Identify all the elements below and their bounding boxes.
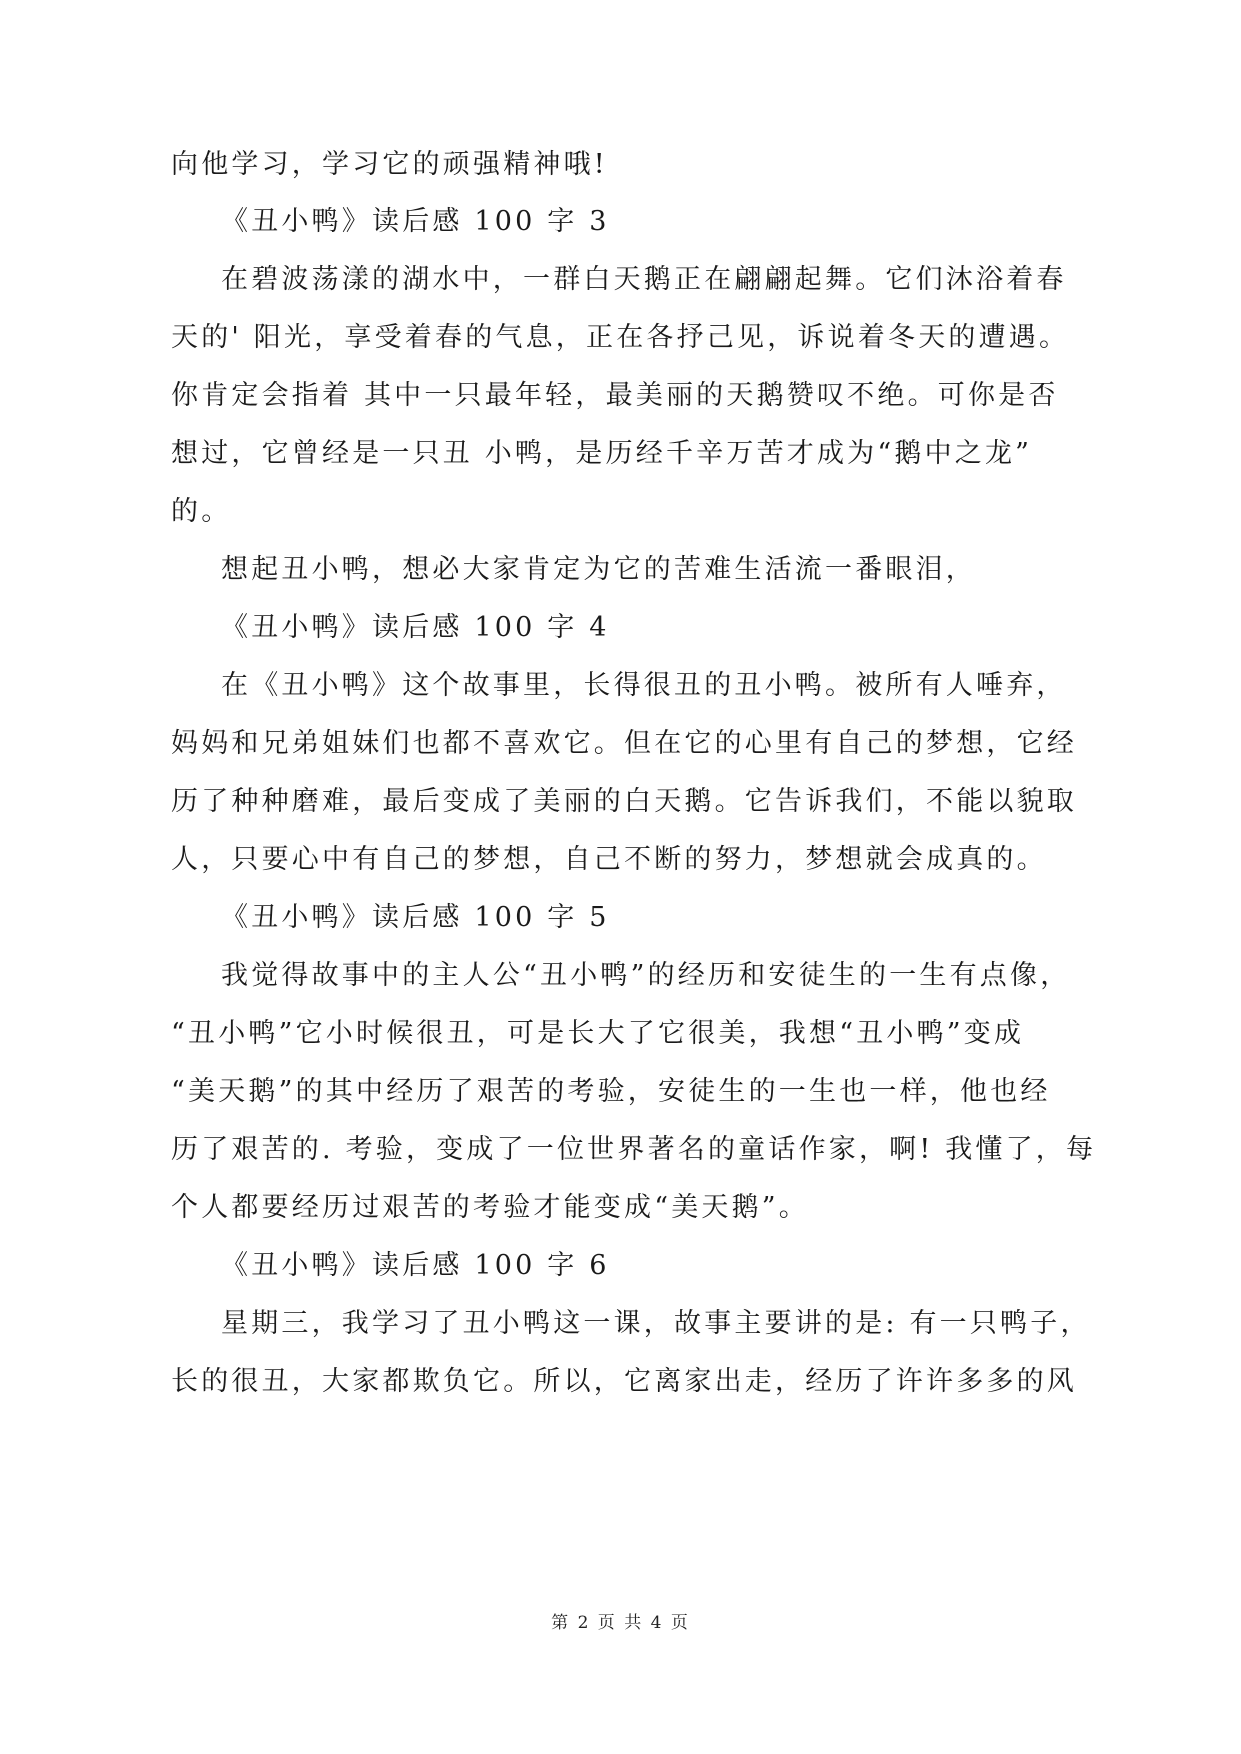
section-heading: 《丑小鸭》读后感 100 字 3: [221, 206, 610, 237]
section-heading: 《丑小鸭》读后感 100 字 4: [221, 612, 610, 643]
section-heading: 《丑小鸭》读后感 100 字 6: [221, 1250, 610, 1281]
text-line: 在《丑小鸭》这个故事里，长得很丑的丑小鸭。被所有人唾弃，: [221, 670, 1067, 701]
text-line: 长的很丑，大家都欺负它。所以，它离家出走，经历了许许多多的风: [171, 1366, 1077, 1397]
text-line: “美天鹅”的其中经历了艰苦的考验，安徒生的一生也一样，他也经: [171, 1076, 1051, 1107]
section-heading: 《丑小鸭》读后感 100 字 5: [221, 902, 610, 933]
text-line: 我觉得故事中的主人公“丑小鸭”的经历和安徒生的一生有点像，: [221, 960, 1071, 991]
text-line: 你肯定会指着 其中一只最年轻，最美丽的天鹅赞叹不绝。可你是否: [171, 380, 1059, 411]
text-line: 个人都要经历过艰苦的考验才能变成“美天鹅”。: [171, 1192, 810, 1223]
text-line: 想过，它曾经是一只丑 小鸭，是历经千辛万苦才成为“鹅中之龙”: [171, 438, 1033, 469]
text-line: 在碧波荡漾的湖水中，一群白天鹅正在翩翩起舞。它们沐浴着春: [221, 264, 1067, 295]
text-line: “丑小鸭”它小时候很丑，可是长大了它很美，我想“丑小鸭”变成: [171, 1018, 1025, 1049]
text-line: 天的' 阳光，享受着春的气息，正在各抒己见，诉说着冬天的遭遇。: [171, 322, 1070, 353]
text-line: 历了种种磨难，最后变成了美丽的白天鹅。它告诉我们，不能以貌取: [171, 786, 1077, 817]
page-number: 第 2 页 共 4 页: [551, 1613, 690, 1633]
text-line: 人，只要心中有自己的梦想，自己不断的努力，梦想就会成真的。: [171, 844, 1047, 875]
text-line: 的。: [171, 496, 232, 527]
text-line: 历了艰苦的. 考验，变成了一位世界著名的童话作家，啊! 我懂了，每: [171, 1134, 1097, 1165]
text-line: 向他学习，学习它的顽强精神哦!: [171, 149, 608, 180]
text-line: 想起丑小鸭，想必大家肯定为它的苦难生活流一番眼泪，: [221, 554, 976, 585]
text-line: 妈妈和兄弟姐妹们也都不喜欢它。但在它的心里有自己的梦想，它经: [171, 728, 1077, 759]
text-line: 星期三，我学习了丑小鸭这一课，故事主要讲的是: 有一只鸭子，: [221, 1308, 1091, 1339]
